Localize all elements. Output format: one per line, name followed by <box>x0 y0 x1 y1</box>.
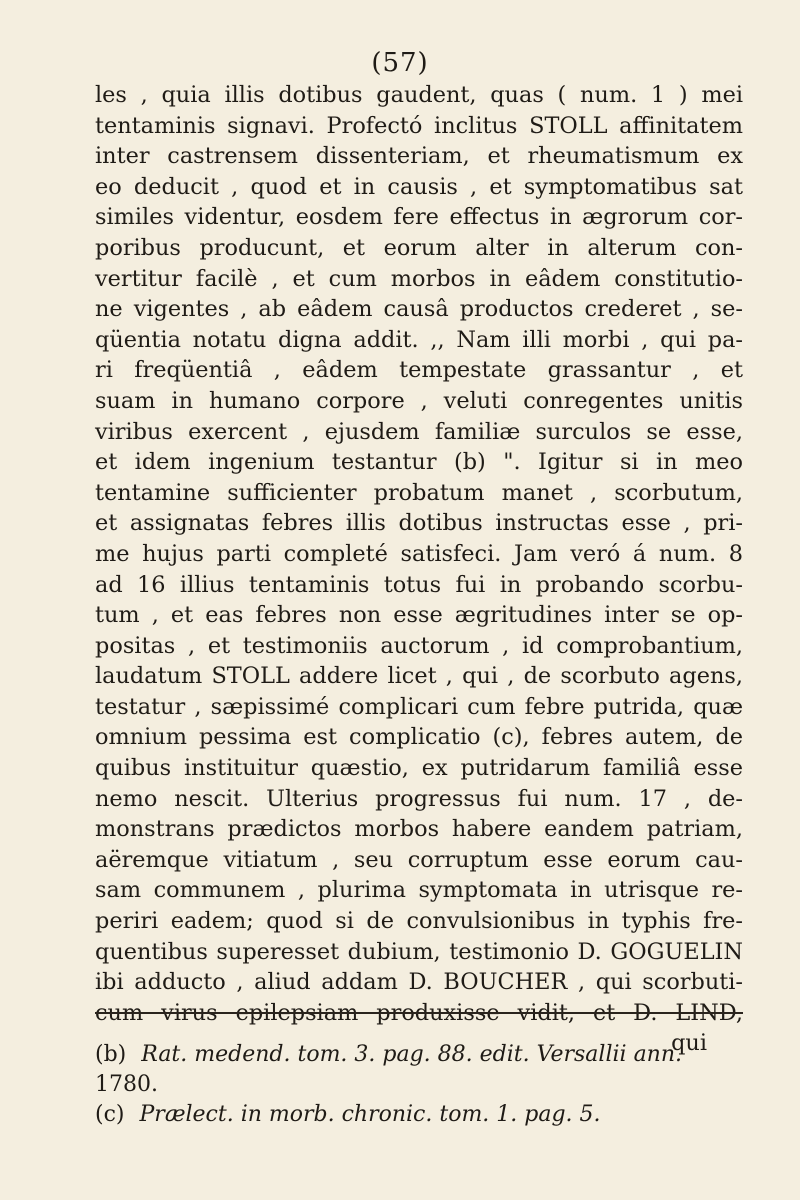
text-line: ibi adducto , aliud addam D. BOUCHER , qui scorbuti- <box>95 969 743 996</box>
text-line: laudatum STOLL addere licet , qui , de scorbuto agens, <box>95 663 743 690</box>
text-line: omnium pessima est complicatio (c), febres autem, de <box>95 724 743 751</box>
text-line: tentaminis signavi. Profectó inclitus STOLL affinitatem <box>95 112 743 139</box>
text-line: tentamine sufficienter probatum manet , scorbutum, <box>95 479 743 506</box>
text-line: similes videntur, eosdem fere effectus in ægrorum cor- <box>95 204 743 231</box>
text-line: tum , et eas febres non esse ægritudines inter se op- <box>95 602 743 629</box>
text-line: eo deducit , quod et in causis , et symptomatibus sat <box>95 173 743 200</box>
page-number: (57) <box>371 48 429 78</box>
footnote-b-mark: (b) <box>95 1042 127 1067</box>
text-line: cum virus epilepsiam produxisse vidit, et D. LIND, <box>95 999 743 1026</box>
text-line: sam communem , plurima symptomata in utrisque re- <box>95 877 743 904</box>
catchword: qui <box>671 1030 707 1057</box>
footnote-c <box>95 1100 743 1130</box>
footnote-b-text: Rat. medend. tom. 3. pag. 88. edit. Versallii ann. <box>141 1042 683 1067</box>
footnote-b <box>95 1040 743 1070</box>
text-line: quentibus superesset dubium, testimonio D. GOGUELIN <box>95 938 743 965</box>
text-line: ri freqüentiâ , eâdem tempestate grassantur , et <box>95 357 743 384</box>
text-line: inter castrensem dissenteriam, et rheumatismum ex <box>95 143 743 170</box>
text-line: aëremque vitiatum , seu corruptum esse eorum cau- <box>95 846 743 873</box>
text-line: viribus exercent , ejusdem familiæ surculos se esse, <box>95 418 743 445</box>
text-line: ad 16 illius tentaminis totus fui in probando scorbu- <box>95 571 743 598</box>
footnote-b-continuation: 1780. <box>95 1072 158 1097</box>
footnotes <box>95 1040 743 1130</box>
text-line: suam in humano corpore , veluti conregentes unitis <box>95 387 743 414</box>
footnote-c-mark: (c) <box>95 1102 125 1127</box>
text-line: ne vigentes , ab eâdem causâ productos crederet , se- <box>95 296 743 323</box>
text-line: poribus producunt, et eorum alter in alterum con- <box>95 234 743 261</box>
text-line: positas , et testimoniis auctorum , id comprobantium, <box>95 632 743 659</box>
text-line: vertitur facilè , et cum morbos in eâdem constitutio- <box>95 265 743 292</box>
text-line: quibus instituitur quæstio, ex putridarum familiâ esse <box>95 755 743 782</box>
body-text <box>95 80 743 1059</box>
text-line: les , quia illis dotibus gaudent, quas ( num. 1 ) mei <box>95 82 743 108</box>
text-line: testatur , sæpissimé complicari cum febre putrida, quæ <box>95 693 743 720</box>
footnote-c-text: Prælect. in morb. chronic. tom. 1. pag. 5. <box>139 1102 601 1127</box>
footnote-divider <box>95 1012 743 1014</box>
text-line: me hujus parti completé satisfeci. Jam veró á num. 8 <box>95 540 743 567</box>
text-line: periri eadem; quod si de convulsionibus in typhis fre- <box>95 908 743 935</box>
text-line: nemo nescit. Ulterius progressus fui num. 17 , de- <box>95 785 743 812</box>
text-line: et idem ingenium testantur (b) ". Igitur si in meo <box>95 449 743 476</box>
text-line: monstrans prædictos morbos habere eandem patriam, <box>95 816 743 843</box>
text-line: et assignatas febres illis dotibus instructas esse , pri- <box>95 510 743 537</box>
text-line: qüentia notatu digna addit. ,, Nam illi morbi , qui pa- <box>95 326 743 353</box>
